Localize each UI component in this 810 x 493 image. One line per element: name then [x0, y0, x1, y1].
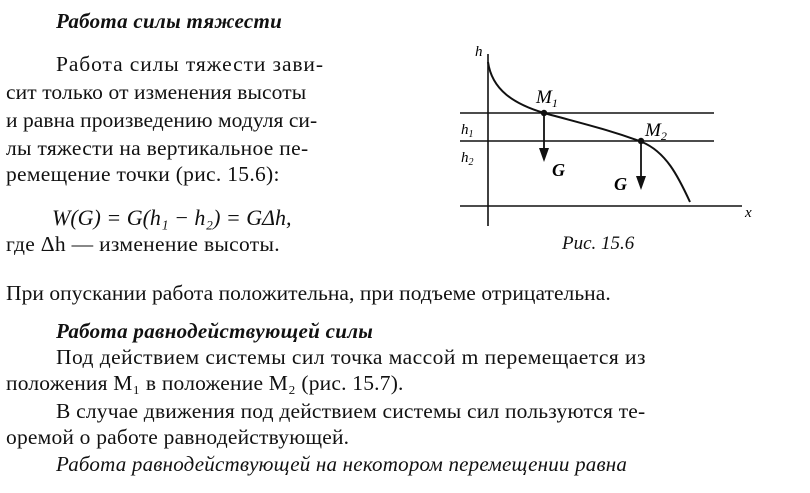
section-heading-resultant-work: Работа равнодействующей силы	[56, 319, 374, 343]
section2-line-2: положения M₁ в положение M₂ (рис. 15.7).	[6, 371, 404, 395]
section2-line-1: Под действием системы сил точка массой m перемещается из	[56, 345, 646, 369]
work-formula: W(G) = G(h₁ − h₂) = GΔh,	[52, 205, 292, 230]
paragraph-line-5: ремещение точки (рис. 15.6):	[6, 162, 280, 186]
section-heading-gravity-work: Работа силы тяжести	[56, 9, 283, 33]
figure-caption: Рис. 15.6	[562, 233, 635, 254]
m1-label: $M_1$	[536, 87, 558, 110]
paragraph-line-3: и равна произведению модуля си-	[6, 108, 318, 132]
axis-y-label: h	[475, 44, 483, 60]
force-label-g2: G	[614, 174, 627, 194]
force-arrow-m1-head	[539, 148, 549, 162]
h1-label: $h_1$	[461, 122, 474, 140]
paragraph-line-2: сит только от изменения высоты	[6, 80, 307, 104]
h2-label: $h_2$	[461, 150, 474, 168]
height-change-definition: где Δh — изменение высоты.	[6, 232, 280, 256]
paragraph-line-1: Работа силы тяжести зави-	[56, 52, 324, 76]
figure-15-6	[452, 40, 772, 232]
conclusion-line: При опускании работа положительна, при подъеме отрицательна.	[6, 281, 611, 305]
m2-label: $M_2$	[645, 120, 667, 143]
section2-italic-line: Работа равнодействующей на некотором перемещении равна	[56, 452, 628, 476]
axis-x-label: x	[745, 205, 752, 221]
section2-line-4: оремой о работе равнодействующей.	[6, 425, 350, 449]
force-arrow-m2-head	[636, 176, 646, 190]
paragraph-line-4: лы тяжести на вертикальное пе-	[6, 136, 309, 160]
section2-line-3: В случае движения под действием системы сил пользуются те-	[56, 399, 646, 423]
force-label-g1: G	[552, 160, 565, 180]
